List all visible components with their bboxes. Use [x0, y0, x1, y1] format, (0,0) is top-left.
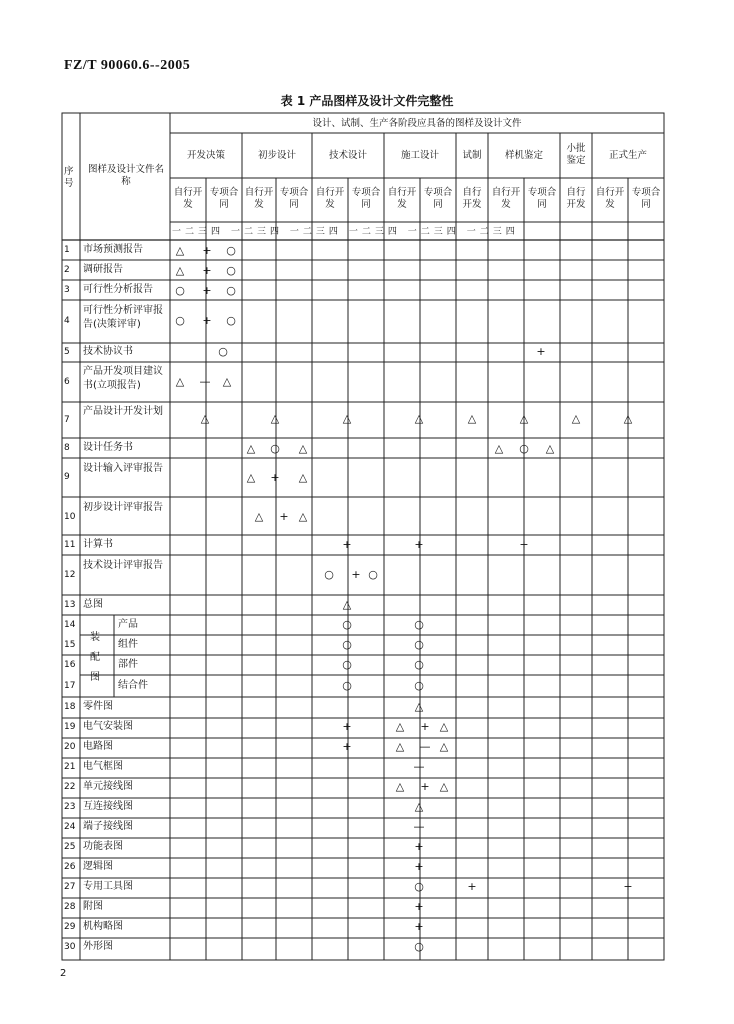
table-mark: △: [395, 740, 405, 753]
table-mark: △: [545, 442, 555, 455]
table-mark: +: [519, 538, 529, 551]
row-name: 初步设计评审报告: [83, 502, 163, 513]
row-name: 市场预测报告: [83, 244, 143, 255]
table-mark: △: [414, 700, 424, 713]
row-name: 专用工具图: [83, 881, 133, 892]
row-name: 单元接线图: [83, 781, 133, 792]
table-mark: △: [571, 412, 581, 425]
table-mark: △: [342, 598, 352, 611]
stage-header: 小批鉴定: [566, 143, 586, 166]
sub-header: 自行开发: [462, 187, 482, 210]
sub-header: 自行开发: [244, 187, 274, 210]
table-mark: △: [200, 412, 210, 425]
table-mark: △: [439, 740, 449, 753]
table-mark: ○: [414, 618, 424, 631]
table-mark: △: [175, 375, 185, 388]
row-name: 外形图: [83, 941, 113, 952]
row-number: 19: [64, 722, 76, 732]
sub-header: 专项合同: [279, 187, 309, 210]
stage-header: 开发决策: [186, 150, 225, 161]
stage-header: 技术设计: [328, 150, 367, 161]
table-mark: +: [536, 345, 546, 358]
stage-header: 样机鉴定: [504, 150, 543, 161]
table-mark: —: [419, 740, 431, 753]
row-number: 23: [64, 802, 76, 812]
table-mark: ○: [324, 568, 334, 581]
table-mark: △: [298, 471, 308, 484]
table-mark: —: [413, 760, 425, 773]
sub-header: 专项合同: [209, 187, 239, 210]
table-mark: +: [467, 880, 477, 893]
table-mark: ○: [342, 679, 352, 692]
row-name: 技术协议书: [83, 346, 133, 357]
table-mark: +: [420, 780, 430, 793]
sub-header: 自行开发: [566, 187, 586, 210]
table-mark: △: [246, 471, 256, 484]
table-mark: △: [467, 412, 477, 425]
table-mark: △: [414, 412, 424, 425]
table-mark: +: [351, 568, 361, 581]
row-name: 功能表图: [83, 841, 123, 852]
table-mark: △: [439, 780, 449, 793]
header-seq: 序号: [64, 166, 74, 189]
table-mark: △: [298, 442, 308, 455]
row-number: 17: [64, 681, 76, 691]
table-mark: +: [414, 900, 424, 913]
table-mark: △: [439, 720, 449, 733]
table-mark: ○: [226, 284, 236, 297]
row-name: 设计任务书: [83, 442, 133, 453]
row-name: 逻辑图: [83, 861, 113, 872]
table-mark: △: [494, 442, 504, 455]
sub-header: 专项合同: [351, 187, 381, 210]
row-number: 10: [64, 512, 76, 522]
row-number: 21: [64, 762, 76, 772]
page-number: 2: [60, 968, 67, 979]
table-mark: ○: [342, 618, 352, 631]
row-name: 设计输入评审报告: [83, 463, 163, 474]
row-number: 8: [64, 443, 70, 453]
row-number: 20: [64, 742, 76, 752]
row-number: 16: [64, 660, 76, 670]
row-name: 调研报告: [83, 264, 123, 275]
row-name: 端子接线图: [83, 821, 133, 832]
table-mark: △: [246, 442, 256, 455]
table-mark: △: [342, 412, 352, 425]
table-mark: +: [202, 284, 212, 297]
table-mark: ○: [342, 638, 352, 651]
table-mark: +: [270, 471, 280, 484]
table-mark: +: [414, 840, 424, 853]
table-mark: ○: [414, 638, 424, 651]
table-mark: +: [342, 720, 352, 733]
table-mark: △: [519, 412, 529, 425]
sub-header: 自行开发: [491, 187, 521, 210]
row-name: 总图: [83, 599, 103, 610]
table-mark: ○: [414, 658, 424, 671]
row-name: 产品开发项目建议书(立项报告): [83, 366, 163, 391]
table-mark: △: [414, 800, 424, 813]
table-mark: +: [279, 510, 289, 523]
row-name: 可行性分析评审报告(决策评审): [83, 305, 163, 330]
assembly-label: 装配图: [90, 632, 100, 683]
sub-header: 专项合同: [527, 187, 557, 210]
table-mark: +: [342, 538, 352, 551]
row-name: 互连接线图: [83, 801, 133, 812]
row-number: 22: [64, 782, 76, 792]
row-number: 28: [64, 902, 76, 912]
header-super: 设计、试制、生产各阶段应具备的图样及设计文件: [312, 118, 522, 129]
row-number: 7: [64, 415, 70, 425]
table-mark: ○: [342, 658, 352, 671]
table-mark: +: [414, 538, 424, 551]
table-mark: +: [342, 740, 352, 753]
sub-header: 专项合同: [631, 187, 661, 210]
table-mark: △: [254, 510, 264, 523]
row-name: 组件: [118, 639, 138, 650]
table-mark: +: [623, 880, 633, 893]
sub-header: 自行开发: [173, 187, 203, 210]
table-mark: ○: [414, 880, 424, 893]
sub-header: 专项合同: [423, 187, 453, 210]
row-number: 13: [64, 600, 76, 610]
row-name: 电路图: [83, 741, 113, 752]
row-number: 2: [64, 265, 70, 275]
row-number: 25: [64, 842, 76, 852]
table-mark: +: [414, 920, 424, 933]
table-mark: ○: [175, 284, 185, 297]
row-name: 结合件: [118, 680, 148, 691]
table-mark: +: [202, 264, 212, 277]
table-mark: —: [199, 375, 211, 388]
table-mark: +: [420, 720, 430, 733]
sub-header: 自行开发: [387, 187, 417, 210]
row-name: 可行性分析报告: [83, 284, 153, 295]
stage-header: 正式生产: [608, 150, 647, 161]
stage-header: 初步设计: [257, 150, 296, 161]
row-number: 5: [64, 347, 70, 357]
table-mark: ○: [270, 442, 280, 455]
row-name: 附图: [83, 901, 103, 912]
table-mark: ○: [519, 442, 529, 455]
table-mark: ○: [226, 244, 236, 257]
table-mark: △: [623, 412, 633, 425]
row-number: 24: [64, 822, 76, 832]
table-mark: +: [202, 314, 212, 327]
stage-header: 施工设计: [400, 150, 439, 161]
row-number: 18: [64, 702, 76, 712]
table-mark: ○: [175, 314, 185, 327]
table-mark: ○: [226, 314, 236, 327]
row-number: 4: [64, 316, 70, 326]
table-title: 表 1 产品图样及设计文件完整性: [280, 94, 454, 108]
table-mark: ○: [414, 679, 424, 692]
row-number: 29: [64, 922, 76, 932]
row-number: 3: [64, 285, 70, 295]
row-number: 11: [64, 540, 76, 550]
sub-header: 自行开发: [595, 187, 625, 210]
standard-code: FZ/T 90060.6--2005: [64, 58, 191, 73]
row-number: 15: [64, 640, 76, 650]
row-name: 部件: [118, 659, 138, 670]
row-name: 电气框图: [83, 761, 123, 772]
row-number: 6: [64, 377, 70, 387]
table-mark: ○: [226, 264, 236, 277]
table-mark: △: [395, 780, 405, 793]
table-mark: ○: [414, 940, 424, 953]
table-mark: △: [395, 720, 405, 733]
grade-row: 一二三四 一二三四 一二三四 一二三四 一二三四 一二三四: [172, 227, 519, 237]
table-mark: △: [175, 244, 185, 257]
table-mark: △: [270, 412, 280, 425]
row-name: 电气安装图: [83, 721, 133, 732]
row-number: 30: [64, 942, 76, 952]
row-name: 零件图: [83, 701, 113, 712]
stage-header: 试制: [462, 150, 482, 161]
table-mark: △: [175, 264, 185, 277]
table-mark: △: [222, 375, 232, 388]
row-number: 1: [64, 245, 70, 255]
sub-header: 自行开发: [315, 187, 345, 210]
row-name: 机构略图: [83, 921, 123, 932]
row-name: 技术设计评审报告: [83, 560, 163, 571]
table-mark: —: [413, 820, 425, 833]
table-mark: +: [202, 244, 212, 257]
row-name: 产品: [118, 619, 138, 630]
table-mark: △: [298, 510, 308, 523]
row-number: 27: [64, 882, 76, 892]
row-number: 12: [64, 570, 76, 580]
header-name: 图样及设计文件名称: [87, 164, 164, 187]
row-number: 9: [64, 472, 70, 482]
row-number: 26: [64, 862, 76, 872]
table-mark: ○: [368, 568, 378, 581]
row-name: 计算书: [83, 539, 113, 550]
table-mark: ○: [218, 345, 228, 358]
table-mark: +: [414, 860, 424, 873]
row-name: 产品设计开发计划: [83, 406, 163, 417]
row-number: 14: [64, 620, 76, 630]
